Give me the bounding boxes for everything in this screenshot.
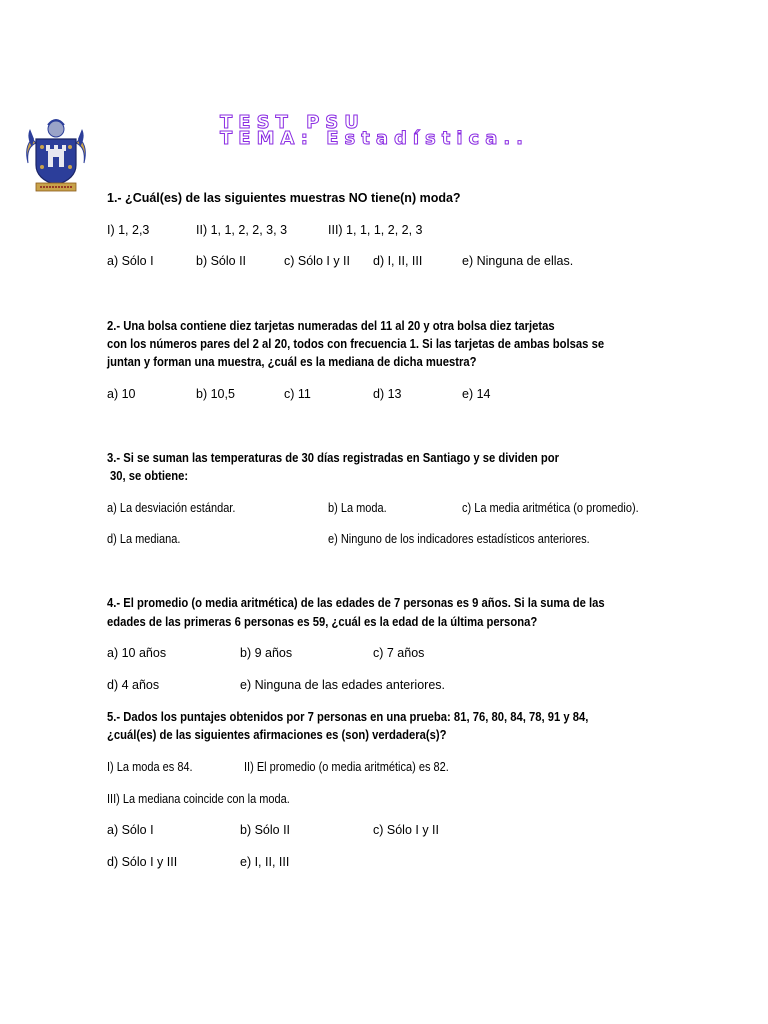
page-title: TEST PSU <box>220 112 365 133</box>
q1-sample-3: III) 1, 1, 1, 2, 2, 3 <box>328 223 423 237</box>
q1-sample-1: I) 1, 2,3 <box>107 223 150 237</box>
q4-option-b[interactable]: b) 9 años <box>240 646 293 660</box>
q4-option-c[interactable]: c) 7 años <box>373 646 425 660</box>
q4-option-e[interactable]: e) Ninguna de las edades anteriores. <box>240 678 445 692</box>
q1-option-c[interactable]: c) Sólo I y II <box>284 254 350 268</box>
question-3-line-2: 30, se obtiene: <box>110 469 189 483</box>
q3-option-c[interactable]: c) La media aritmética (o promedio). <box>462 501 639 515</box>
q2-option-e[interactable]: e) 14 <box>462 387 491 401</box>
q3-option-d[interactable]: d) La mediana. <box>107 532 181 546</box>
q5-statement-3: III) La mediana coincide con la moda. <box>107 792 290 806</box>
question-4-line-1: 4.- El promedio (o media aritmética) de las edades de 7 personas es 9 años. Si la suma de las <box>107 596 605 610</box>
question-1-prompt: 1.- ¿Cuál(es) de las siguientes muestras NO tiene(n) moda? <box>107 191 461 205</box>
question-2-line-2: con los números pares del 2 al 20, todos con frecuencia 1. Si las tarjetas de ambas bolsas se <box>107 337 605 351</box>
q1-option-e[interactable]: e) Ninguna de ellas. <box>462 254 574 268</box>
q5-statement-2: II) El promedio (o media aritmética) es 82. <box>244 760 449 774</box>
q4-option-d[interactable]: d) 4 años <box>107 678 160 692</box>
q3-option-a[interactable]: a) La desviación estándar. <box>107 501 236 515</box>
q2-option-c[interactable]: c) 11 <box>284 387 311 401</box>
q1-option-d[interactable]: d) I, II, III <box>373 254 423 268</box>
q3-option-e[interactable]: e) Ninguno de los indicadores estadísticos anteriores. <box>328 532 590 546</box>
q2-option-b[interactable]: b) 10,5 <box>196 387 235 401</box>
q5-option-c[interactable]: c) Sólo I y II <box>373 823 439 837</box>
school-crest-logo <box>22 117 90 193</box>
q5-option-a[interactable]: a) Sólo I <box>107 823 154 837</box>
question-2-line-3: juntan y forman una muestra, ¿cuál es la mediana de dicha muestra? <box>107 355 477 369</box>
q2-option-a[interactable]: a) 10 <box>107 387 136 401</box>
page-subtitle: TEMA: Estadística.. <box>220 128 530 149</box>
question-2-line-1: 2.- Una bolsa contiene diez tarjetas numeradas del 11 al 20 y otra bolsa diez tarjetas <box>107 319 555 333</box>
question-4-line-2: edades de las primeras 6 personas es 59, ¿cuál es la edad de la última persona? <box>107 615 538 629</box>
question-3-line-1: 3.- Si se suman las temperaturas de 30 días registradas en Santiago y se dividen por <box>107 451 560 465</box>
q4-option-a[interactable]: a) 10 años <box>107 646 167 660</box>
q1-sample-2: II) 1, 1, 2, 2, 3, 3 <box>196 223 288 237</box>
q5-option-d[interactable]: d) Sólo I y III <box>107 855 178 869</box>
q5-option-e[interactable]: e) I, II, III <box>240 855 290 869</box>
q5-option-b[interactable]: b) Sólo II <box>240 823 291 837</box>
question-5-line-1: 5.- Dados los puntajes obtenidos por 7 personas en una prueba: 81, 76, 80, 84, 78, 91 y 84, <box>107 710 589 724</box>
question-5-line-2: ¿cuál(es) de las siguientes afirmaciones es (son) verdadera(s)? <box>107 728 447 742</box>
q3-option-b[interactable]: b) La moda. <box>328 501 387 515</box>
q1-option-b[interactable]: b) Sólo II <box>196 254 247 268</box>
q5-statement-1: I) La moda es 84. <box>107 760 193 774</box>
q1-option-a[interactable]: a) Sólo I <box>107 254 154 268</box>
q2-option-d[interactable]: d) 13 <box>373 387 402 401</box>
